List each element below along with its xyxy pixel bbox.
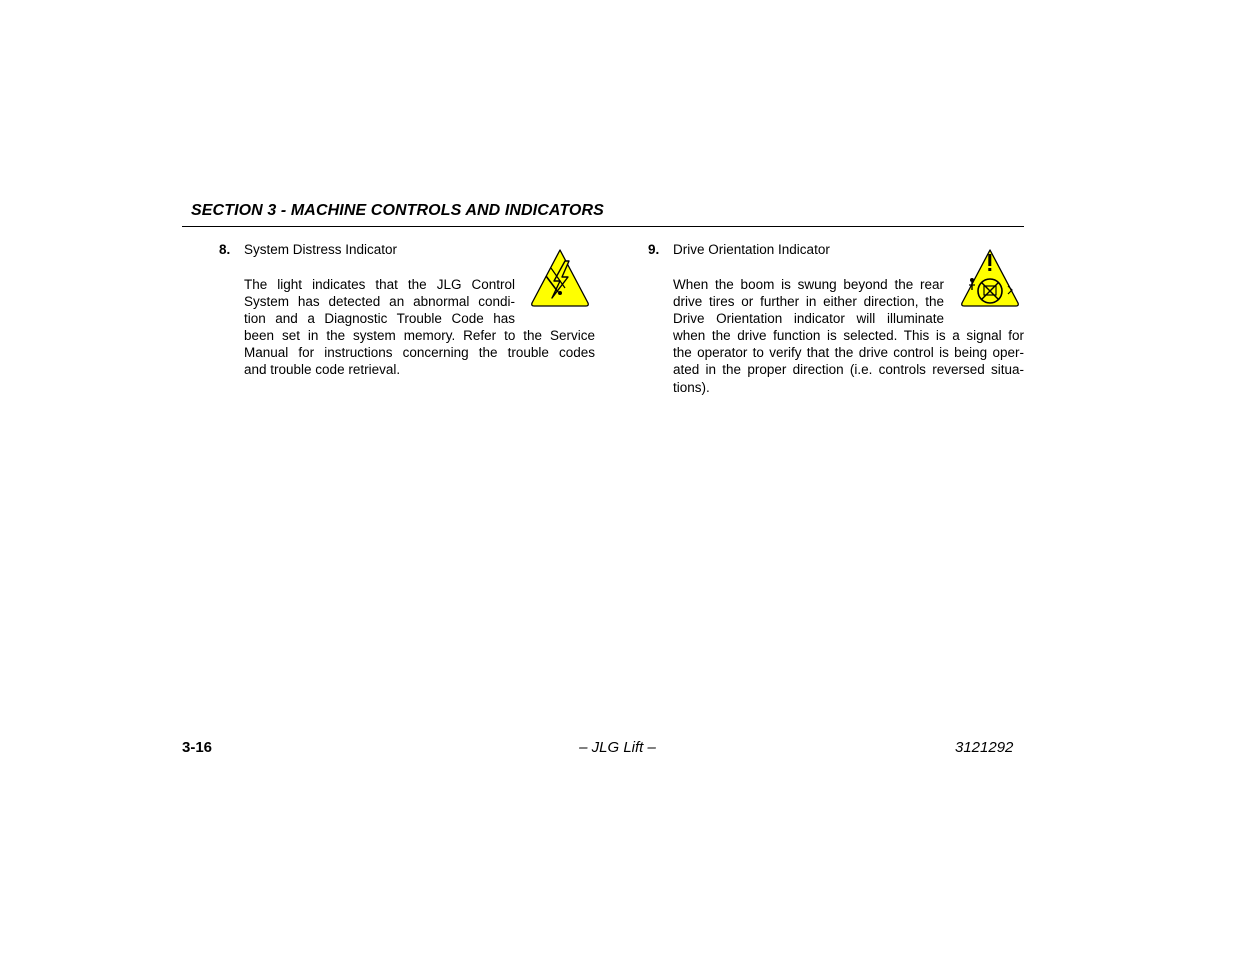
body-line: When the boom is swung beyond the rear: [673, 277, 944, 292]
item-number: 9.: [648, 242, 660, 257]
footer-publisher: – JLG Lift –: [579, 739, 656, 756]
body-line: Drive Orientation indicator will illuminate: [673, 311, 944, 327]
item-body-wrapped: [244, 276, 515, 328]
body-line: drive tires or further in either direction, the: [673, 294, 944, 310]
body-line: and trouble code retrieval.: [244, 362, 401, 378]
item-heading: System Distress Indicator: [244, 242, 398, 257]
item-body-full: [673, 327, 1024, 396]
item-body-wrapped: [673, 276, 944, 328]
body-line: been set in the system memory. Refer to the Service: [244, 328, 595, 343]
body-line: ated in the proper direction (i.e. controls reversed situa-: [673, 362, 1024, 378]
drive-orientation-warning-icon: [959, 248, 1021, 308]
body-line: Manual for instructions concerning the trouble codes: [244, 345, 595, 361]
page-number: 3-16: [182, 739, 213, 756]
document-number: 3121292: [955, 739, 1014, 756]
item-body-full: [244, 327, 595, 379]
lightning-warning-icon: [529, 248, 591, 308]
body-line: when the drive function is selected. This is a signal for: [673, 328, 1024, 343]
body-line: tion and a Diagnostic Trouble Code has: [244, 311, 515, 327]
item-number: 8.: [219, 242, 231, 257]
body-line: tions).: [673, 379, 710, 395]
section-title: SECTION 3 - MACHINE CONTROLS AND INDICATORS: [191, 202, 604, 219]
body-line: The light indicates that the JLG Control: [244, 277, 515, 292]
header-rule: [182, 226, 1024, 227]
body-line: System has detected an abnormal condi-: [244, 294, 515, 310]
item-heading: Drive Orientation Indicator: [673, 242, 830, 257]
body-line: the operator to verify that the drive control is being oper-: [673, 345, 1024, 361]
